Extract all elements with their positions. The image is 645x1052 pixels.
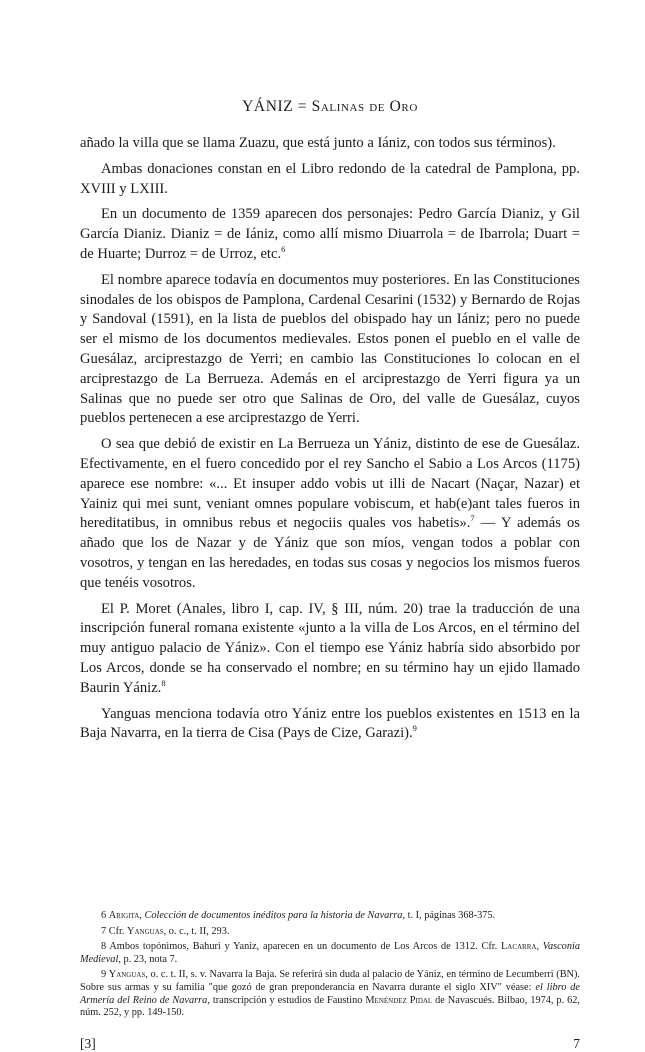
paragraph-4-text: El nombre aparece todavía en documentos muy posteriores. En las Constituciones sinodales de los obispos de Pamplona, Cardenal Cesarini (1532) y Bernardo de Rojas y Sandoval (1591), en la lista de pueblos del obispado hay un Iániz; pero no puede ser el mismo de los documentos medievales. Estos ponen el pueblo en el valle de Guesálaz, arciprestazgo de Yerri; en cambio las Constituciones lo colocan en el arciprestazgo de La Berrueza. Además en el arciprestazgo de Yerri figura ya un Salinas que no puede ser otro que Salinas de Oro, del valle de Guesálaz, cuyos pueblos pertenecen a ese arciprestazgo de Yerri.	[80, 271, 580, 427]
footnote-author: Menéndez Pidal	[365, 994, 433, 1006]
paragraph-3-text: En un documento de 1359 aparecen dos personajes: Pedro García Dianiz, y Gil García Dianiz. Dianiz = de Iániz, como allí mismo Diuarrola = de Ibarrola; Duart = de Huarte; Durroz = de Urroz, etc.	[80, 206, 580, 262]
paragraph-5	[80, 435, 580, 593]
footnote-text: , o. c. t. II, s. v. Navarra la Baja. Se referirá sin duda al palacio de Yániz, en término de Lecumberri (BN). Sobre sus armas y su familia "que gozó de gran preponderancia en Navarra durante el siglo XIV" véase:	[80, 969, 581, 993]
footnote-7	[80, 926, 580, 939]
footnote-text: , o. c., t. II, 293.	[163, 925, 230, 937]
body-text	[80, 134, 580, 750]
paragraph-1	[80, 134, 580, 154]
footnote-ref-8[interactable]: 8	[161, 677, 166, 688]
paragraph-5-latin-text: O sea que debió de existir en La Berrueza un Yániz, distinto de ese de Guesálaz. Efectivamente, en el fuero concedido por el rey Sancho el Sabio a Los Arcos (1175) aparece ese nombre: «... Et insuper addo vobis ut illi de Nacart (Naçar, Nazar) et Yainiz qui mei sunt, veniant omnes populare vobiscum, et hab(e)ant tales fueros in hereditatibus, in omnibus rebus et negociis quales vos habetis».	[80, 436, 580, 532]
page-footer	[80, 1036, 580, 1052]
paragraph-6	[80, 600, 580, 699]
footnote-ref-7[interactable]: 7	[470, 513, 475, 524]
footnote-author: Yanguas	[127, 925, 164, 937]
footnote-number: 8	[101, 941, 107, 953]
footnote-author: Lacarra	[500, 941, 537, 953]
paragraph-6-text: El P. Moret (Anales, libro I, cap. IV, § III, núm. 20) trae la traducción de una inscripción funeral romana existente «junto a la villa de Los Arcos, en el término del muy antiguo palacio de Yániz». Con el tiempo ese Yániz habría sido absorbido por Los Arcos, donde se ha conservado el nombre; en su término hay un ejido llamado Baurin Yániz.	[80, 600, 580, 696]
footnote-ref-6[interactable]: 6	[281, 243, 286, 254]
footnotes	[80, 910, 580, 1023]
page-number: 7	[573, 1036, 580, 1051]
footnote-author: Yanguas	[108, 969, 146, 981]
footnote-title: Colección de documentos inéditos para la historia de Navarra	[144, 910, 403, 921]
paragraph-7	[80, 705, 580, 745]
section-number: [3]	[80, 1036, 96, 1051]
footnote-author: Arigita	[108, 910, 140, 921]
footnote-text: , t. I, páginas 368-375.	[402, 910, 496, 921]
footnote-text: de Navascués. Bilbao, 1974, p. 62, núm. 252, y pp. 149-150.	[80, 994, 580, 1019]
paragraph-5-translation-text: — Y además os añado que los de Nazar y de Yániz que son míos, vengan todos a poblar con vosotros, y tengan en las heredades, en todas sus cosas y negocios los mismos fueros que tenéis vosotros.	[80, 515, 580, 591]
footnote-number: 6	[101, 910, 107, 921]
running-head-subtitle: Salinas de Oro	[311, 98, 418, 115]
footnote-title: el libro de Armería del Reino de Navarra	[80, 981, 580, 1006]
footnote-8: 8 Ambos topónimos, Bahuri y Yaniz, aparecen en un documento de Los Arcos de 1312. Cfr. Lacarra, Vasconia Medieval, p. 23, nota 7.	[80, 941, 580, 965]
footnote-title: Vasconia Medieval	[80, 941, 580, 965]
paragraph-2-text: Ambas donaciones constan en el Libro redondo de la catedral de Pamplona, pp. XVIII y LXIII.	[80, 160, 580, 197]
footnote-9	[80, 969, 580, 1019]
paragraph-1-text: añado la villa que se llama Zuazu, que está junto a Iániz, con todos sus términos).	[80, 135, 556, 151]
footnote-ref-9[interactable]: 9	[412, 723, 417, 734]
footnote-text: , transcripción y estudios de Faustino	[207, 994, 366, 1006]
paragraph-3	[80, 205, 580, 264]
running-head-title: YÁNIZ =	[242, 98, 312, 115]
footnote-text: Ambos topónimos, Bahuri y Yaniz, aparecen en un documento de Los Arcos de 1312. Cfr.	[109, 941, 501, 953]
paragraph-7-text: Yanguas menciona todavía otro Yániz entre los pueblos existentes en 1513 en la Baja Navarra, en la tierra de Cisa (Pays de Cize, Garazi).	[80, 705, 580, 742]
footnote-number: 7	[101, 925, 107, 937]
footnote-text: , p. 23, nota 7.	[118, 953, 178, 965]
footnote-text: Cfr.	[108, 925, 128, 937]
footnote-number: 9	[101, 969, 107, 981]
footnote-6: 6 Arigita, Colección de documentos inéditos para la historia de Navarra, t. I, páginas 368-375.	[101, 910, 496, 921]
paragraph-2	[80, 160, 580, 200]
running-head	[80, 98, 580, 116]
paragraph-4	[80, 271, 580, 429]
